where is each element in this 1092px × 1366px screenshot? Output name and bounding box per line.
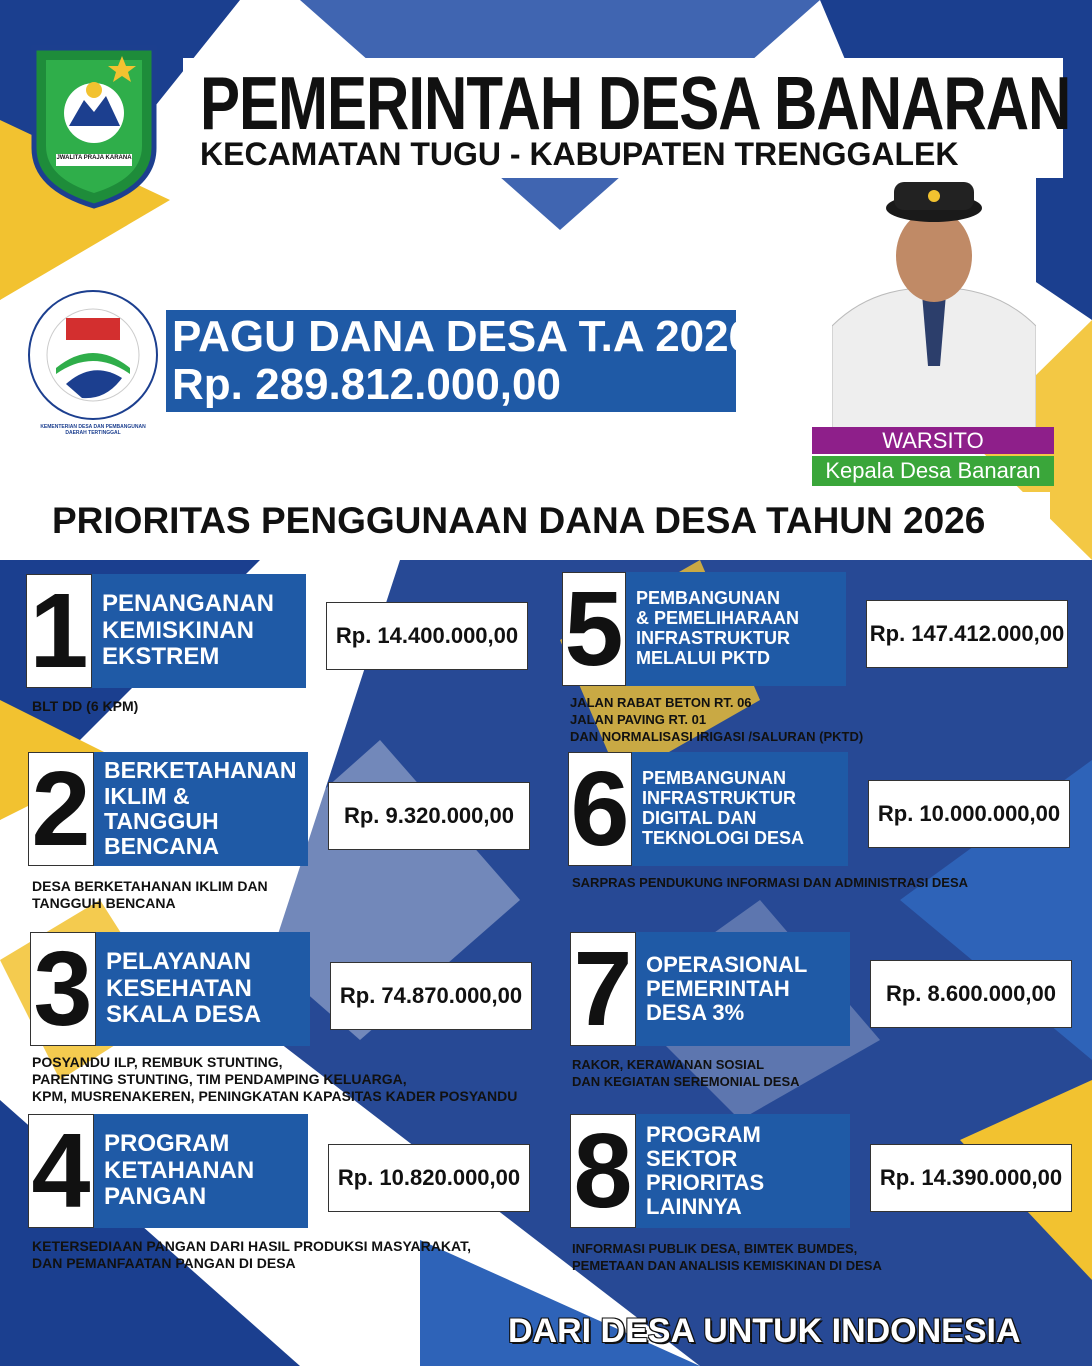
item-number: 7 bbox=[570, 932, 636, 1046]
item-category-label: PEMBANGUNAN & PEMELIHARAAN INFRASTRUKTUR MELALUI PKTD bbox=[636, 588, 800, 668]
item-description: RAKOR, KERAWANAN SOSIAL DAN KEGIATAN SEREMONIAL DESA bbox=[572, 1057, 800, 1089]
item-number: 3 bbox=[30, 932, 96, 1046]
item-amount: Rp. 10.000.000,00 bbox=[868, 780, 1070, 848]
item-amount: Rp. 10.820.000,00 bbox=[328, 1144, 530, 1212]
page-subtitle: KECAMATAN TUGU - KABUPATEN TRENGGALEK bbox=[200, 136, 959, 172]
item-category bbox=[94, 752, 308, 866]
item-number: 6 bbox=[568, 752, 632, 866]
item-amount: Rp. 8.600.000,00 bbox=[870, 960, 1072, 1028]
item-number: 8 bbox=[570, 1114, 636, 1228]
budget-title: PAGU DANA DESA T.A 2026 bbox=[172, 312, 754, 361]
item-number: 2 bbox=[28, 752, 94, 866]
item-category-label: BERKETAHANAN IKLIM & TANGGUH BENCANA bbox=[104, 757, 297, 860]
item-description: INFORMASI PUBLIK DESA, BIMTEK BUMDES, PEMETAAN DAN ANALISIS KEMISKINAN DI DESA bbox=[572, 1241, 882, 1273]
item-category-label: PELAYANAN KESEHATAN SKALA DESA bbox=[106, 948, 262, 1029]
emblem-motto: JWALITA PRAJA KARANA bbox=[56, 155, 132, 161]
item-amount: Rp. 147.412.000,00 bbox=[866, 600, 1068, 668]
section-title: PRIORITAS PENGGUNAAN DANA DESA TAHUN 2026 bbox=[52, 500, 986, 541]
item-category bbox=[96, 932, 310, 1046]
item-amount: Rp. 74.870.000,00 bbox=[330, 962, 532, 1030]
ministry-logo bbox=[26, 288, 160, 422]
item-category bbox=[636, 1114, 850, 1228]
item-category bbox=[94, 1114, 308, 1228]
official-name: WARSITO bbox=[812, 427, 1054, 454]
page-title: PEMERINTAH DESA BANARAN bbox=[200, 61, 1071, 145]
item-number: 4 bbox=[28, 1114, 94, 1228]
item-category-label: PROGRAM KETAHANAN PANGAN bbox=[104, 1130, 255, 1211]
item-category bbox=[636, 932, 850, 1046]
item-description: KETERSEDIAAN PANGAN DARI HASIL PRODUKSI MASYARAKAT, DAN PEMANFAATAN PANGAN DI DESA bbox=[32, 1238, 471, 1271]
item-number: 5 bbox=[562, 572, 626, 686]
item-description: JALAN RABAT BETON RT. 06 JALAN PAVING RT. 01 DAN NORMALISASI IRIGASI /SALURAN (PKTD) bbox=[570, 695, 864, 744]
item-category bbox=[92, 574, 306, 688]
item-description: DESA BERKETAHANAN IKLIM DAN TANGGUH BENCANA bbox=[32, 878, 268, 911]
item-description: BLT DD (6 KPM) bbox=[32, 698, 139, 714]
official-role: Kepala Desa Banaran bbox=[812, 456, 1054, 486]
official-photo bbox=[832, 176, 1036, 428]
item-category-label: OPERASIONAL PEMERINTAH DESA 3% bbox=[646, 951, 808, 1026]
item-amount: Rp. 14.390.000,00 bbox=[870, 1144, 1072, 1212]
item-category-label: PROGRAM SEKTOR PRIORITAS LAINNYA bbox=[646, 1121, 765, 1220]
regency-emblem bbox=[24, 38, 164, 210]
item-amount: Rp. 9.320.000,00 bbox=[328, 782, 530, 850]
item-category bbox=[632, 752, 848, 866]
ministry-logo-text: KEMENTERIAN DESA DAN PEMBANGUNAN DAERAH TERTINGGAL bbox=[40, 424, 146, 436]
footer-slogan: DARI DESA UNTUK INDONESIA bbox=[508, 1312, 1021, 1350]
item-amount: Rp. 14.400.000,00 bbox=[326, 602, 528, 670]
item-number: 1 bbox=[26, 574, 92, 688]
item-description: SARPRAS PENDUKUNG INFORMASI DAN ADMINISTRASI DESA bbox=[572, 875, 969, 890]
budget-amount: Rp. 289.812.000,00 bbox=[172, 360, 561, 409]
item-category-label: PENANGANAN KEMISKINAN EKSTREM bbox=[102, 590, 275, 671]
item-description: POSYANDU ILP, REMBUK STUNTING, PARENTING STUNTING, TIM PENDAMPING KELUARGA, KPM, MUSRENAKEREN, PENINGKATAN KAPASITAS KADER POSYANDU bbox=[32, 1054, 518, 1104]
item-category bbox=[626, 572, 846, 686]
item-category-label: PEMBANGUNAN INFRASTRUKTUR DIGITAL DAN TEKNOLOGI DESA bbox=[642, 768, 805, 848]
